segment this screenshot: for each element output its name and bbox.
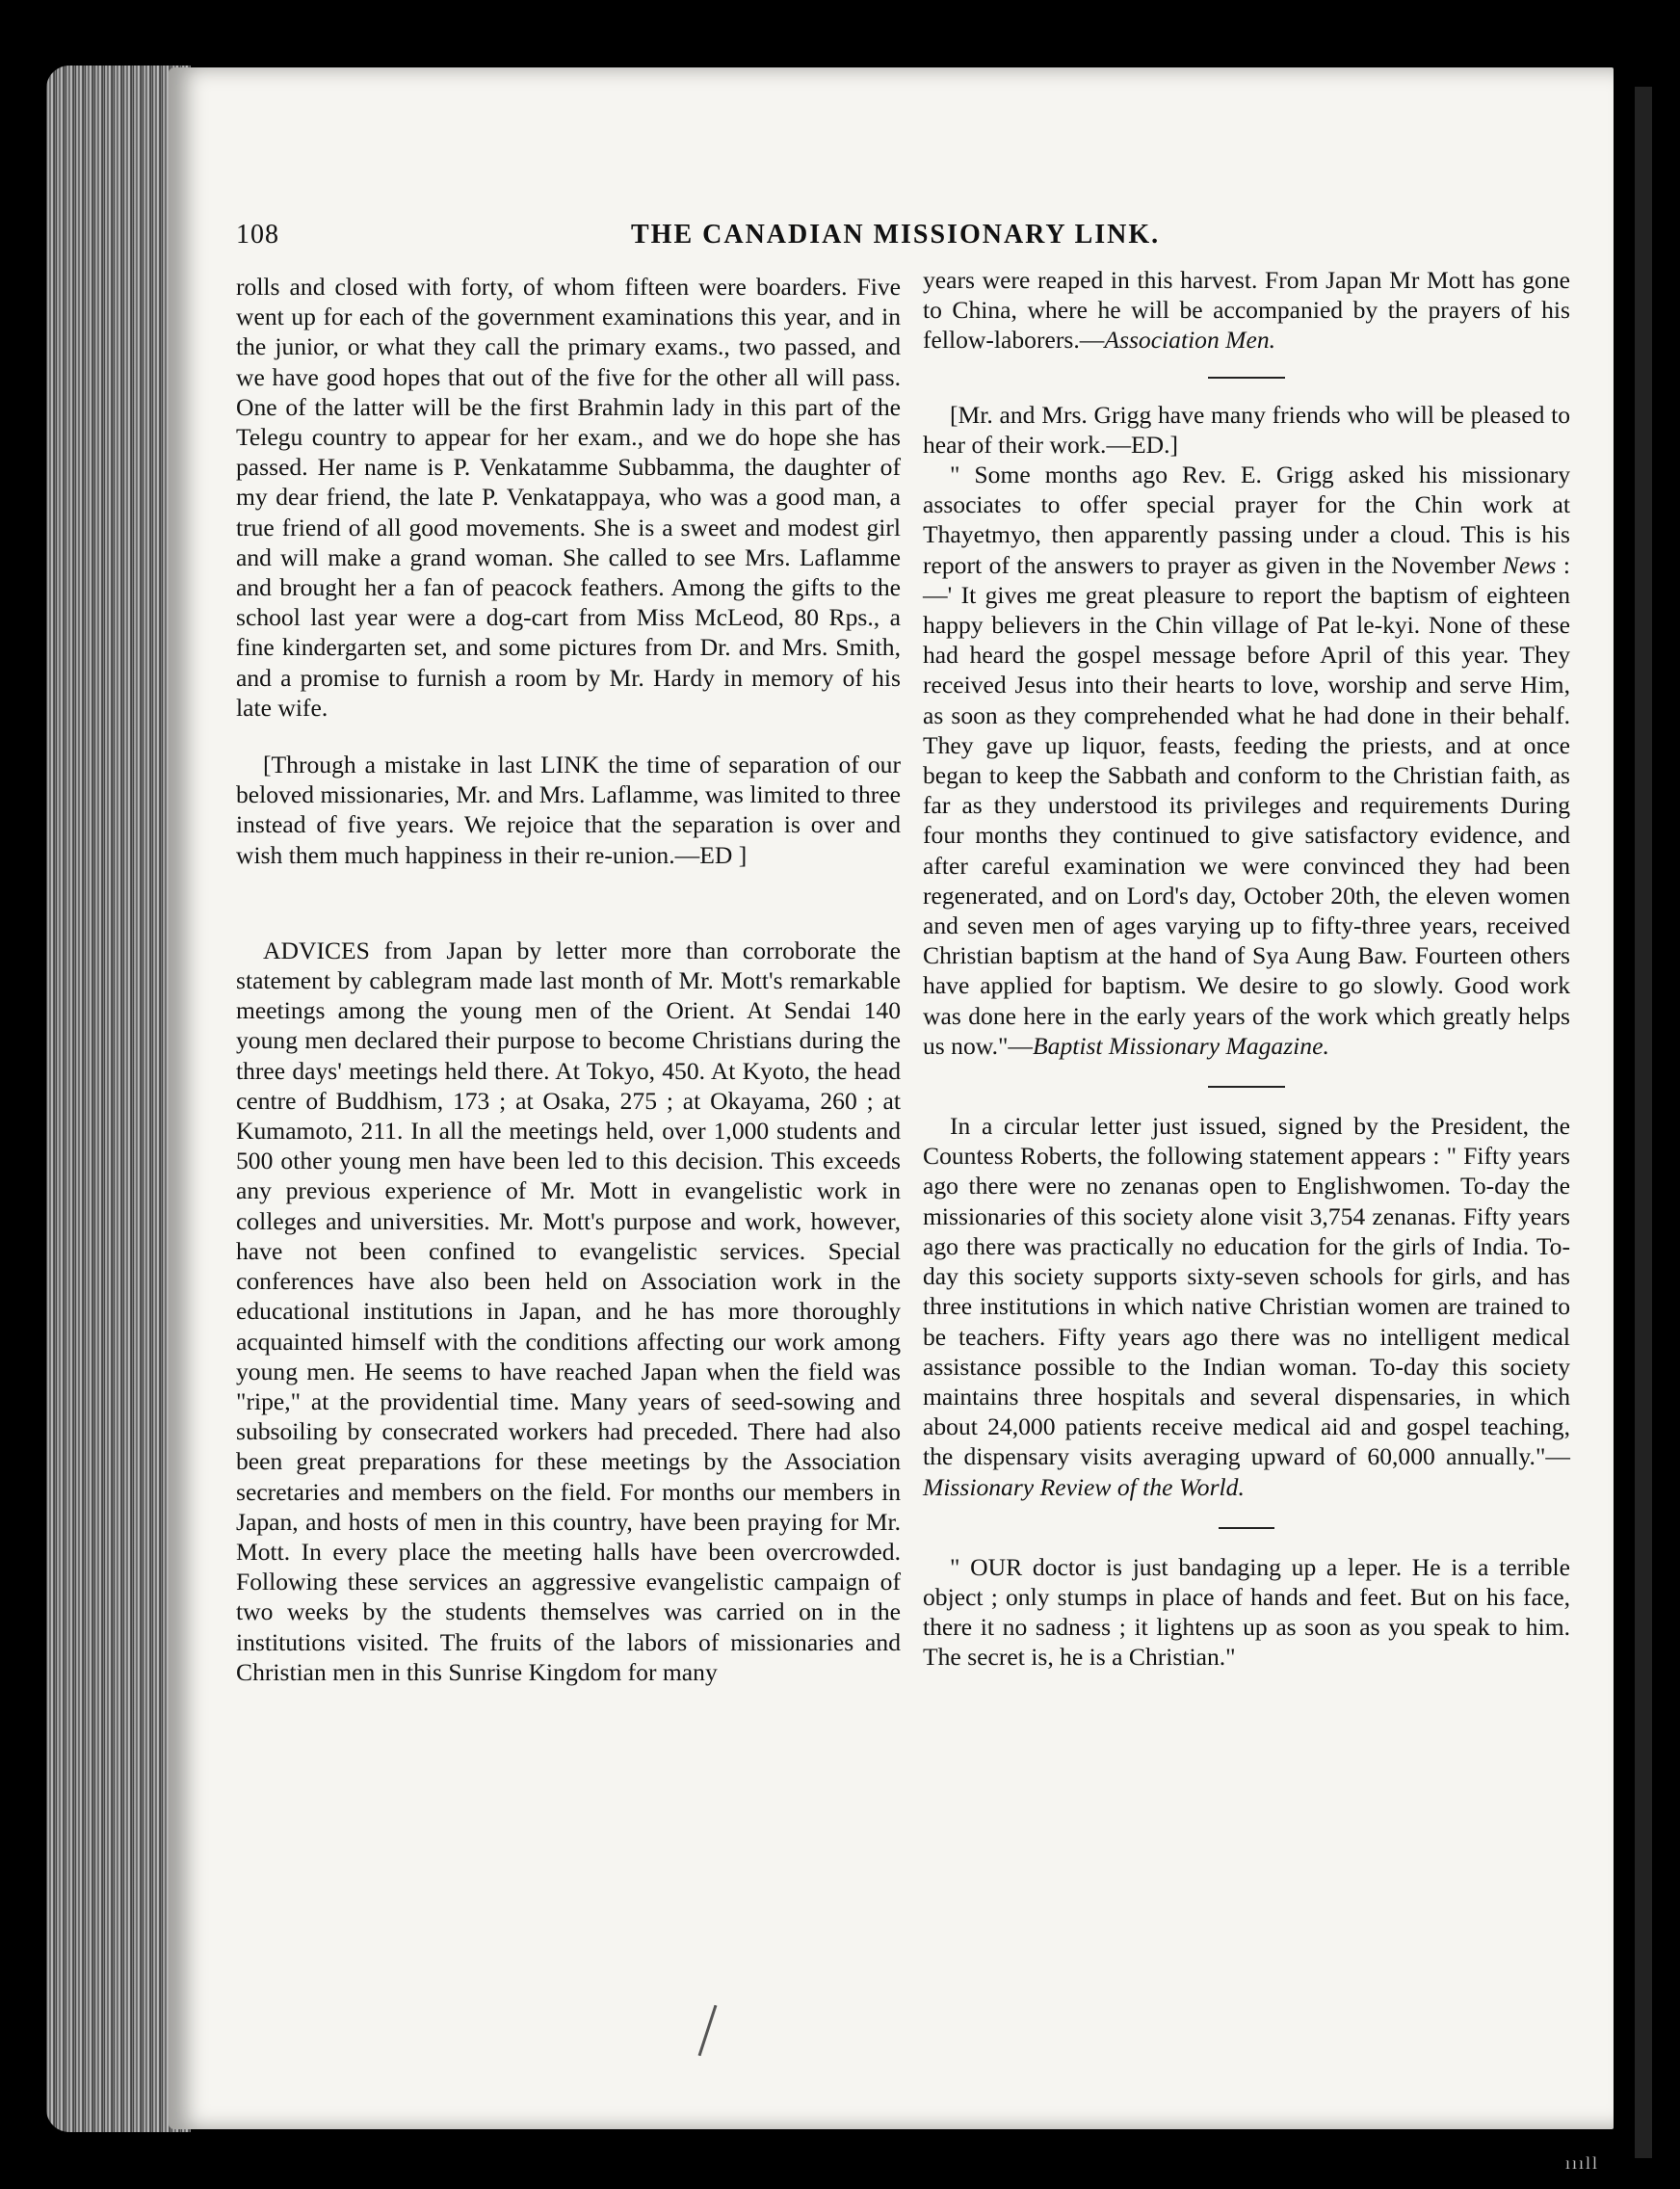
left-paragraph-japan: ADVICES from Japan by letter more than corroborate the statement by cablegram made last month of Mr. Mott's remarkable meetings among the young men of the Orient. At Sendai 140 young men declared their purpose to become Christians during the three days' meetings held there. At Tokyo, 450. At Kyoto, the head centre of Buddhism, 173 ; at Osaka, 275 ; at Okayama, 260 ; at Kumamoto, 211. In all the meetings held, over 1,000 students and 500 other young men have been led to this decision. This exceeds any previous experience of Mr. Mott in evangelistic work in colleges and universities. Mr. Mott's purpose and work, however, have not been confined to evangelistic services. Special conferences have also been held on Association work in the educational institutions in Japan, and he has more thoroughly acquainted himself with the conditions affecting our work among young men. He seems to have reached Japan when the field was "ripe," at the providential time. Many years of seed-sowing and subsoiling by consecrated workers had preceded. There had also been great preparations for these meetings by the Association secretaries and members on the field. For months our members in Japan, and hosts of men in this country, have been praying for Mr. Mott. In every place the meeting halls have been overcrowded. Following these services an aggressive evangelistic campaign of two weeks by the students themselves was carried on in the institutions visited. The fruits of the labors of missionaries and Christian men in this Sunrise Kingdom for many	[236, 936, 901, 1686]
source-citation: Baptist Missionary Magazine.	[1033, 1031, 1329, 1060]
right-paragraph-mott: years were reaped in this harvest. From Japan Mr Mott has gone to China, where he will be accompanied by the prayers of his fellow-laborers.—Association Men.	[923, 266, 1570, 355]
left-column	[236, 272, 901, 1687]
section-divider	[1219, 1527, 1274, 1529]
page-number: 108	[236, 220, 279, 250]
right-paragraph-editor-note: [Mr. and Mrs. Grigg have many friends who will be pleased to hear of their work.—ED.]	[923, 400, 1570, 459]
section-divider	[1208, 1086, 1285, 1088]
left-paragraph-school: rolls and closed with forty, of whom fifteen were boarders. Five went up for each of the government examinations this year, and in the junior, or what they call the primary exams., two passed, and we have good hopes that out of the five for the other all will pass. One of the latter will be the first Brahmin lady in this part of the Telegu country to appear for her exam., and we do hope she has passed. Her name is P. Venkatamme Subbamma, the daughter of my dear friend, the late P. Venkatappaya, who was a good man, a true friend of all good movements. She is a sweet and modest girl and will make a grand woman. She called to see Mrs. Laflamme and brought her a fan of peacock feathers. Among the gifts to the school last year were a dog-cart from Miss McLeod, 80 Rps., a fine kindergarten set, and some pictures from Dr. and Mrs. Smith, and a promise to furnish a room by Mr. Hardy in memory of his late wife.	[236, 273, 901, 722]
right-paragraph-leper: " OUR doctor is just bandaging up a leper. He is a terrible object ; only stumps in place of hands and feet. But on his face, there it no sadness ; it lightens up as soon as you speak to him. The secret is, he is a Christian."	[923, 1552, 1570, 1672]
source-citation: Missionary Review of the World.	[923, 1472, 1245, 1501]
facing-page-edge	[1627, 87, 1680, 2158]
scan-edge-marks: ıııll	[1565, 2153, 1600, 2173]
source-citation: Association Men.	[1104, 326, 1276, 355]
lead-word: OUR	[970, 1552, 1023, 1581]
news-title: News	[1502, 550, 1557, 579]
right-column	[923, 265, 1570, 1673]
journal-title: THE CANADIAN MISSIONARY LINK.	[631, 220, 1161, 250]
left-paragraph-editor-note: [Through a mistake in last LINK the time of separation of our beloved missionaries, Mr. and Mrs. Laflamme, was limited to three instead of five years. We rejoice that the separation is over and wish them much happiness in their re-union.—ED ]	[236, 751, 901, 869]
lead-word: ADVICES	[263, 936, 370, 964]
right-paragraph-grigg: " Some months ago Rev. E. Grigg asked his missionary associates to offer special prayer for the Chin work at Thayetmyo, then apparently passing under a cloud. This is his report of the answers to prayer as given in the November News :—' It gives me great pleasure to report the baptism of eighteen happy believers in the Chin village of Pat le-kyi. None of these had heard the gospel message before April of this year. They received Jesus into their hearts to love, worship and serve Him, as soon as they comprehended what he had done in their behalf. They gave up liquor, feasts, feeding the priests, and at once began to keep the Sabbath and conform to the Christian faith, as far as they understood its privileges and requirements During four months they continued to give satisfactory evidence, and after careful examination we were convinced they had been regenerated, and on Lord's day, October 20th, the eleven women and seven men of ages varying up to fifty-three years, received Christian baptism at the hand of Sya Aung Baw. Fourteen others have applied for baptism. We desire to go slowly. Good work was done here in the early years of the work which greatly helps us now."—Baptist Missionary Magazine.	[923, 461, 1570, 1060]
right-paragraph-zenanas: In a circular letter just issued, signed by the President, the Countess Roberts, the following statement appears : " Fifty years ago there were no zenanas open to Englishwomen. To-day the missionaries of this society alone visit 3,754 zenanas. Fifty years ago there was practically no education for the girls of India. To-day this society supports sixty-seven schools for girls, and has three institutions in which native Christian women are trained to be teachers. Fifty years ago there was no intelligent medical assistance possible to the Indian woman. To-day this society maintains three hospitals and several dispensaries, in which about 24,000 patients receive medical aid and gospel teaching, the dispensary visits averaging upward of 60,000 annually."—Missionary Review of the World.	[923, 1112, 1570, 1501]
section-divider	[1208, 377, 1285, 379]
